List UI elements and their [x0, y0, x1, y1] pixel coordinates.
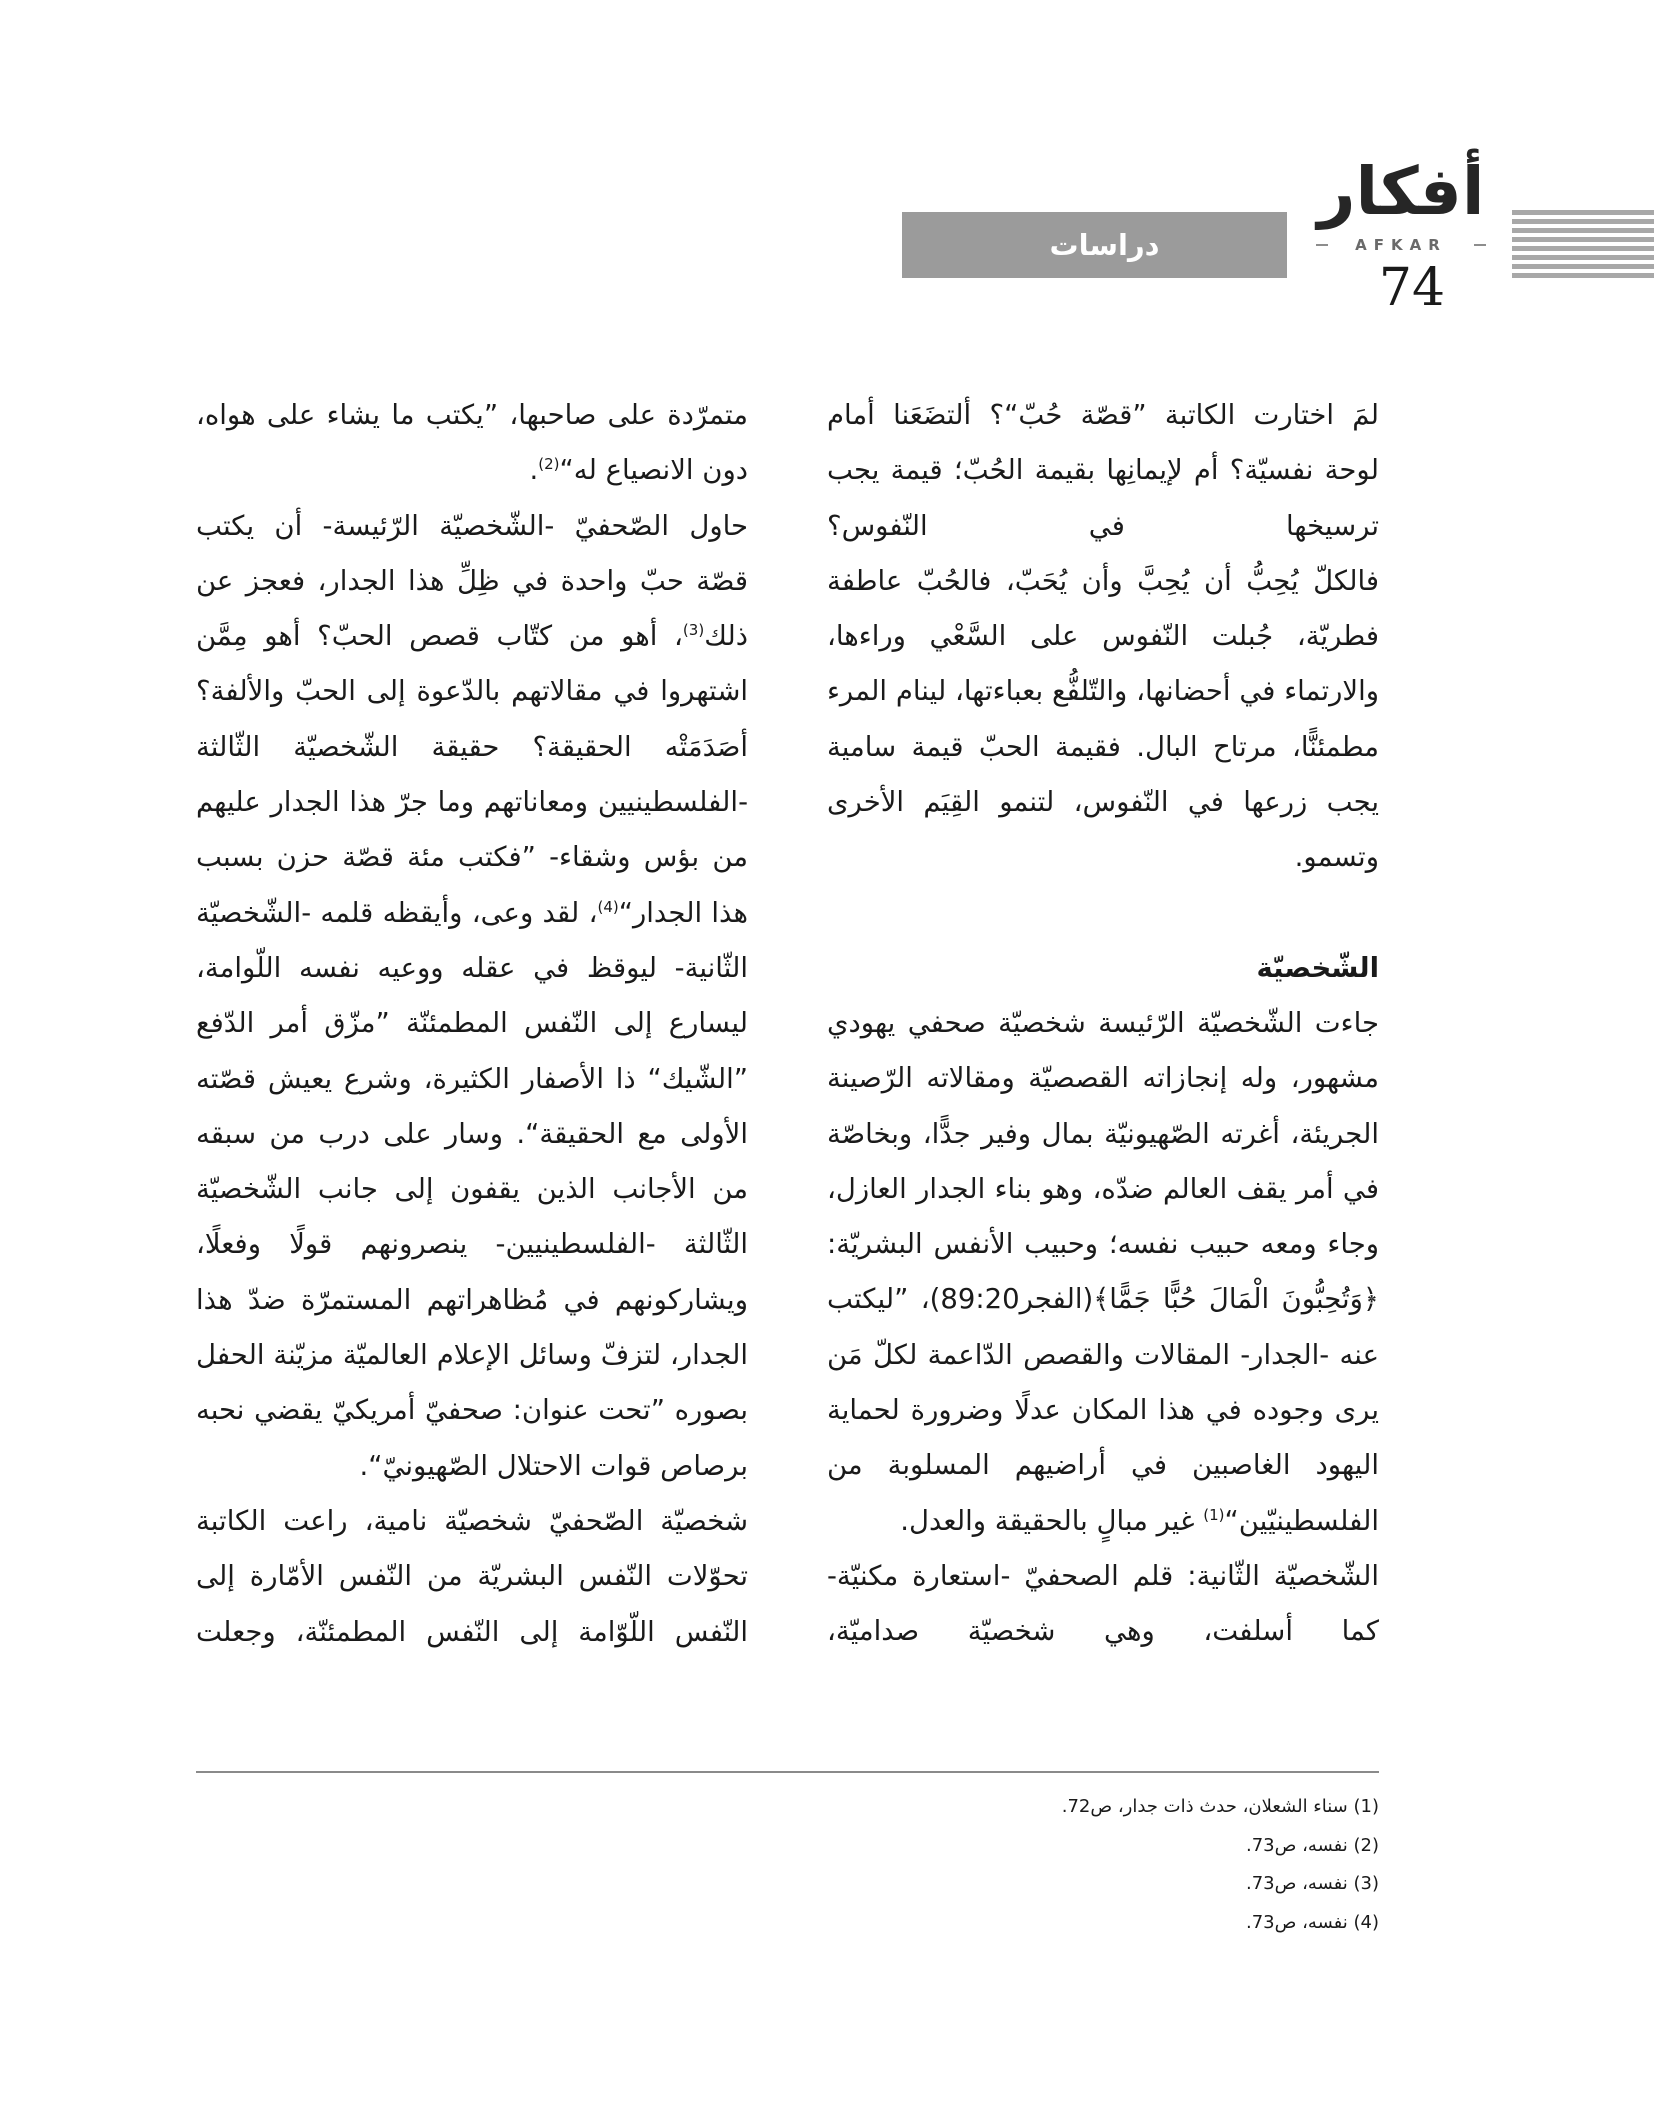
footnote-ref[interactable]: (4)	[597, 897, 619, 916]
text-column-right	[827, 388, 1379, 1660]
paragraph: شخصيّة الصّحفيّ شخصيّة نامية، راعت الكاتبة تحوّلات النّفس البشريّة من النّفس الأمّارة إلى النّفس اللّوّامة إلى النّفس المطمئنّة، وجعلت	[196, 1504, 748, 1648]
paragraph: فالكلّ يُحِبُّ أن يُحِبَّ وأن يُحَبّ، فالحُبّ عاطفة فطريّة، جُبلت النّفوس على السَّعْي وراءها، والارتماء في أحضانها، والتّلفُّع بعباءتها، لينام المرء مطمئنًّا، مرتاح البال. فقيمة الحبّ قيمة سامية يجب زرعها في النّفوس، لتنمو القِيَم الأخرى وتسمو.	[827, 564, 1379, 874]
footnote-item: (4) نفسه، ص73.	[1246, 1911, 1379, 1933]
paragraph: جاءت الشّخصيّة الرّئيسة شخصيّة صحفي يهودي مشهور، وله إنجازاته القصصيّة ومقالاته الرّصينة الجريئة، أغرته الصّهيونيّة بمال وفير جدًّا، وبخاصّة في أمر يقف العالم ضدّه، وهو بناء الجدار العازل، وجاء ومعه حبيب نفسه؛ وحبيب الأنفس البشريّة: ﴿وَتُحِبُّونَ الْمَالَ حُبًّا جَمًّا﴾(الفجر89:20)، ”ليكتب عنه -الجدار- المقالات والقصص الدّاعمة لكلّ مَن يرى وجوده في هذا المكان عدلًا وضرورة لحماية اليهود الغاصبين في أراضيهم المسلوبة من الفلسطينيّين“$^{(1)}$ غير مبالٍ بالحقيقة والعدل.	[827, 1006, 1379, 1537]
paragraph: حاول الصّحفيّ -الشّخصيّة الرّئيسة- أن يكتب قصّة حبّ واحدة في ظِلِّ هذا الجدار، فعجز عن ذلك$^{(3)}$، أهو من كتّاب قصص الحبّ؟ أهو مِمَّن اشتهروا في مقالاتهم بالدّعوة إلى الحبّ والألفة؟ أصَدَمَتْه الحقيقة؟ حقيقة الشّخصيّة الثّالثة -الفلسطينيين ومعاناتهم وما جرّ هذا الجدار عليهم من بؤس وشقاء- ”فكتب مئة قصّة حزن بسبب هذا الجدار“$^{(4)}$، لقد وعى، وأيقظه قلمه -الشّخصيّة الثّانية- ليوقظ في عقله ووعيه نفسه اللّوامة، ليسارع إلى النّفس المطمئنّة ”مزّق أمر الدّفع ”الشّيك“ ذا الأصفار الكثيرة، وشرع يعيش قصّته الأولى مع الحقيقة“. وسار على درب من سبقه من الأجانب الذين يقفون إلى جانب الشّخصيّة الثّالثة -الفلسطينيين- ينصرونهم قولًا وفعلًا، ويشاركونهم في مُظاهراتهم المستمرّة ضدّ هذا الجدار، لتزفّ وسائل الإعلام العالميّة مزيّنة الحفل بصوره ”تحت عنوان: صحفيّ أمريكيّ يقضي نحبه برصاص قوات الاحتلال الصّهيونيّ“.	[196, 509, 748, 1482]
page-number: 74	[1378, 258, 1446, 318]
paragraph: متمرّدة على صاحبها، ”يكتب ما يشاء على هواه، دون الانصياع له“$^{(2)}$.	[196, 399, 748, 487]
footnote-divider	[196, 1771, 1379, 1773]
section-heading: الشّخصيّة	[1256, 951, 1379, 984]
logo-arabic: أفكار	[1317, 153, 1485, 230]
paragraph: الشّخصيّة الثّانية: قلم الصحفيّ -استعارة مكنيّة- كما أسلفت، وهي شخصيّة صداميّة،	[827, 1559, 1379, 1648]
footnote-ref[interactable]: (3)	[682, 621, 705, 640]
header-stripes-decoration	[1512, 210, 1654, 280]
footnote-ref[interactable]: (1)	[1203, 1505, 1225, 1524]
footnote-item: (2) نفسه، ص73.	[1246, 1834, 1379, 1856]
footnotes	[796, 1788, 1379, 1942]
footnote-item: (1) سناء الشعلان، حدث ذات جدار، ص72.	[1061, 1796, 1379, 1817]
footnote-ref[interactable]: (2)	[538, 455, 560, 474]
section-label: دراسات	[1049, 228, 1160, 262]
paragraph: لمَ اختارت الكاتبة ”قصّة حُبّ“؟ ألتضَعَنا أمام لوحة نفسيّة؟ أم لإيمانِها بقيمة الحُبّ؛ قيمة يجب ترسيخها في النّفوس؟	[827, 399, 1379, 542]
footnote-item: (3) نفسه، ص73.	[1246, 1873, 1379, 1894]
text-column-left	[196, 388, 748, 1660]
section-label-band	[902, 212, 1287, 278]
logo-latin: AFKAR	[1328, 234, 1474, 256]
magazine-logo	[1316, 150, 1486, 262]
